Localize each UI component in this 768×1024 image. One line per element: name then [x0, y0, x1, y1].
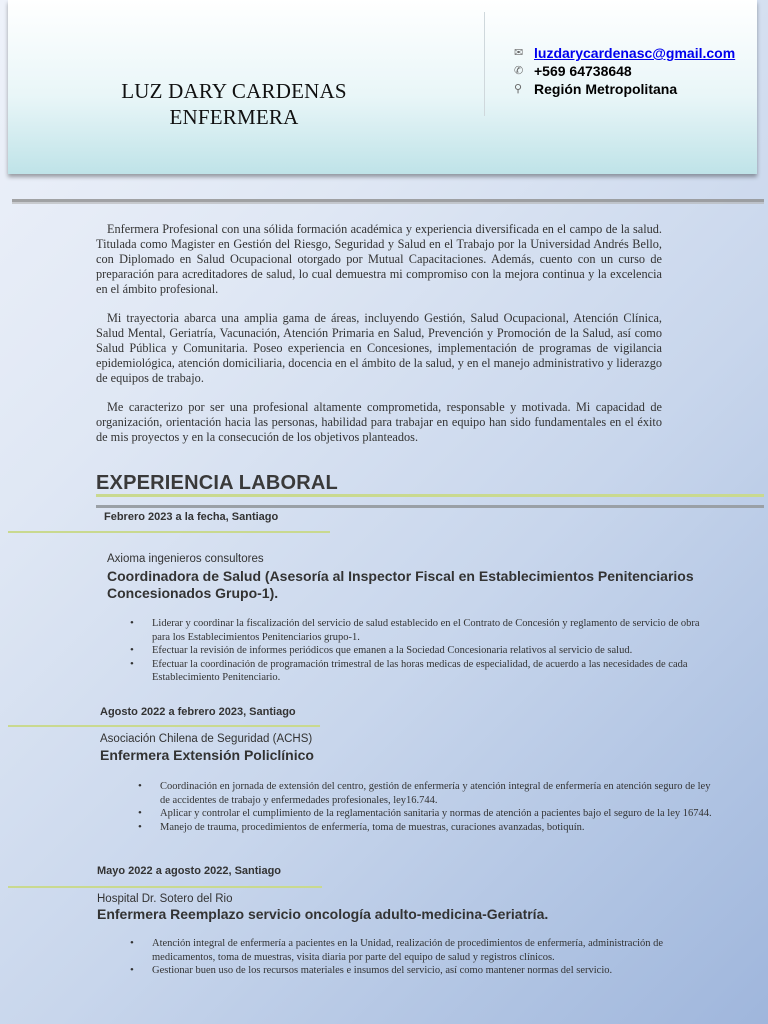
email-icon: ✉: [514, 47, 524, 59]
header-banner: [8, 0, 757, 174]
title-line: ENFERMERA: [169, 105, 299, 129]
location-pin-icon: ⚲: [514, 83, 523, 95]
name-line: LUZ DARY CARDENAS: [121, 79, 347, 103]
section-divider-shadow: [12, 202, 764, 204]
list-item: • Gestionar buen uso de los recursos materiales e insumos del servicio, así como mantener normas del servicio.: [130, 964, 710, 978]
date-underline: [8, 531, 330, 533]
list-item: • Aplicar y controlar el cumplimiento de la reglamentación sanitaria y normas de atención a pacientes bajo el seguro de la ley 16744.: [138, 807, 718, 821]
title-underline-gray: [96, 505, 764, 508]
list-item: • Atención integral de enfermería a pacientes en la Unidad, realización de procedimientos de enfermería, administración de medicamentos, toma de muestras, visita diaria por parte del equipo de salud y registros clínicos.: [130, 937, 710, 964]
contact-location-row: [514, 80, 735, 98]
job-company: Hospital Dr. Sotero del Rio: [97, 893, 233, 905]
list-item: • Liderar y coordinar la fiscalización del servicio de salud establecido en el Contrato de Concesión y reglamento de servicio de obra para los Establecimientos Penitenciarios grupo-1.: [130, 617, 710, 644]
list-item: • Manejo de trauma, procedimientos de enfermería, toma de muestras, curaciones avanzadas, botiquín.: [138, 821, 718, 835]
job-role: Enfermera Reemplazo servicio oncología adulto-medicina-Geriatría.: [97, 906, 549, 922]
date-underline: [8, 886, 322, 888]
date-underline: [8, 725, 320, 727]
phone-number: +569 64738648: [534, 63, 632, 79]
phone-icon: ✆: [514, 65, 524, 77]
candidate-name: [8, 78, 460, 130]
job-date: Febrero 2023 a la fecha, Santiago: [104, 511, 279, 523]
job-company: Asociación Chilena de Seguridad (ACHS): [100, 733, 313, 745]
job-date: Mayo 2022 a agosto 2022, Santiago: [97, 865, 282, 877]
job-date: Agosto 2022 a febrero 2023, Santiago: [100, 706, 296, 718]
summary-paragraph: Mi trayectoria abarca una amplia gama de áreas, incluyendo Gestión, Salud Ocupacional, Atención Clínica, Salud Mental, Geriatría, Vacunación, Atención Primaria en Salud, Prevención y Promoción de la Salud, así como Salud Pública y Comunitaria. Poseo experiencia en Concesiones, implementación de programas de vigilancia epidemiológica, atención domiciliaria, docencia en el ámbito de la salud, y en el manejo administrativo y liderazgo de equipos de trabajo.: [96, 311, 662, 385]
title-underline-green: [96, 494, 764, 497]
job-role: Coordinadora de Salud (Asesoría al Inspector Fiscal en Establecimientos Penitenciarios Concesionados Grupo-1).: [107, 568, 694, 601]
profile-summary: [96, 222, 662, 459]
list-item: • Efectuar la revisión de informes periódicos que emanen a la Sociedad Concesionaria relativos al servicio de salud.: [130, 644, 710, 658]
job-company: Axioma ingenieros consultores: [107, 553, 264, 565]
contact-phone-row: [514, 62, 735, 80]
job-role: Enfermera Extensión Policlínico: [100, 747, 314, 763]
list-item: • Coordinación en jornada de extensión del centro, gestión de enfermería y atención integral de enfermería en atención seguro de ley de accidentes de trabajo y enfermedades profesionales, ley16.744.: [138, 780, 718, 807]
job-duties-list: [130, 937, 710, 978]
list-item: • Efectuar la coordinación de programación trimestral de las horas medicas de especialidad, de acuerdo a las necesidades de cada Establecimiento Penitenciario.: [130, 658, 710, 685]
summary-paragraph: Me caracterizo por ser una profesional altamente comprometida, responsable y motivada. Mi capacidad de organización, orientación hacia las personas, habilidad para trabajar en equipo han sido fundamentales en el éxito de mis proyectos y en la consecución de los objetivos planteados.: [96, 400, 662, 444]
email-link[interactable]: luzdarycardenasc@gmail.com: [534, 45, 736, 61]
job-duties-list: [130, 617, 710, 685]
job-duties-list: [138, 780, 718, 834]
header-divider: [484, 12, 485, 116]
summary-paragraph: Enfermera Profesional con una sólida formación académica y experiencia diversificada en el campo de la salud. Titulada como Magister en Gestión del Riesgo, Seguridad y Salud en el Trabajo por la Universidad Andrés Bello, con Diplomado en Salud Ocupacional otorgado por Mutual Capacitaciones. Además, cuento con un curso de preparación para acreditadores de salud, lo cual demuestra mi compromiso con la mejora continua y la excelencia en el ámbito profesional.: [96, 222, 662, 296]
contact-email-row: [514, 44, 735, 62]
contact-block: [514, 44, 735, 98]
location-text: Región Metropolitana: [534, 81, 678, 97]
section-title-experience: EXPERIENCIA LABORAL: [96, 472, 338, 494]
